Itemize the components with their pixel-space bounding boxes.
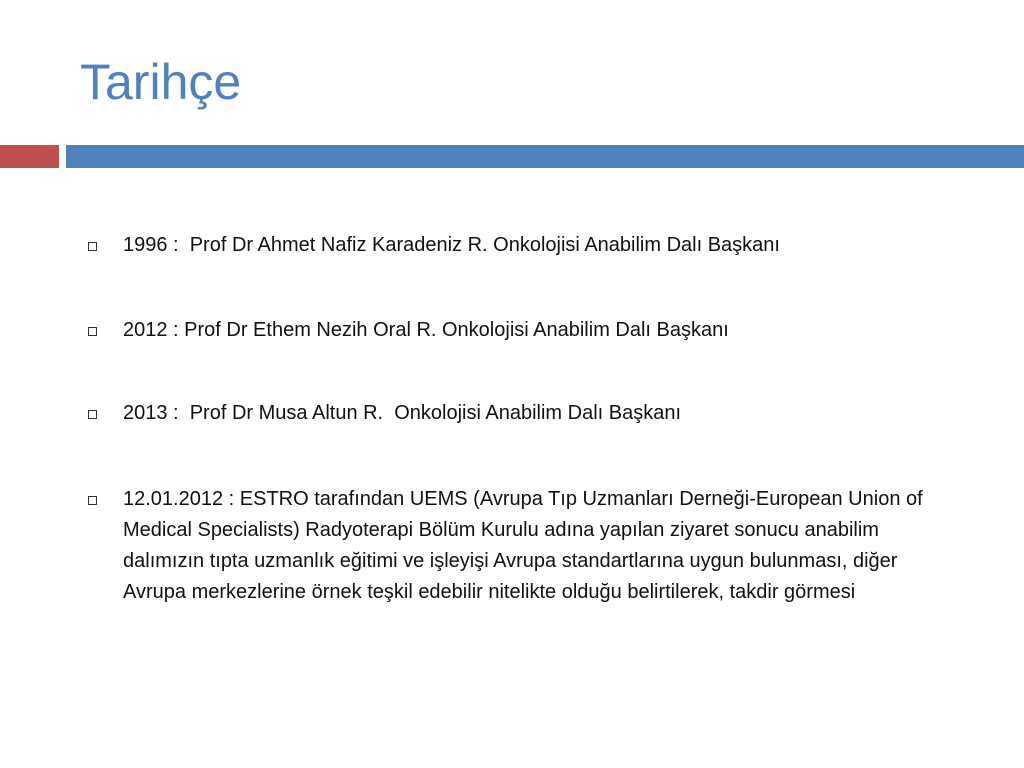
bullet-text: 2012 : Prof Dr Ethem Nezih Oral R. Onkolojisi Anabilim Dalı Başkanı: [123, 319, 729, 341]
title-accent-bar-blue: [66, 145, 1024, 168]
title-accent-bar-red: [0, 145, 59, 168]
bullet-text: 12.01.2012 : ESTRO tarafından UEMS (Avrupa Tıp Uzmanları Derneği-European Union of Medical Specialists) Radyoterapi Bölüm Kurulu adına yapılan ziyaret sonucu anabilim dalımızın tıpta uzmanlık eğitimi ve işleyişi Avrupa standartlarına uygun bulunması, diğer Avrupa merkezlerine örnek teşkil edebilir nitelikte olduğu belirtilerek, takdir görmesi: [123, 488, 929, 603]
bullet-text: 1996 : Prof Dr Ahmet Nafiz Karadeniz R. Onkolojisi Anabilim Dalı Başkanı: [123, 234, 780, 256]
hollow-square-icon: [88, 327, 97, 336]
hollow-square-icon: [88, 242, 97, 251]
hollow-square-icon: [88, 410, 97, 419]
bullet-text: 2013 : Prof Dr Musa Altun R. Onkolojisi Anabilim Dalı Başkanı: [123, 402, 682, 424]
slide-title: Tarihçe: [80, 54, 242, 110]
hollow-square-icon: [88, 496, 97, 505]
